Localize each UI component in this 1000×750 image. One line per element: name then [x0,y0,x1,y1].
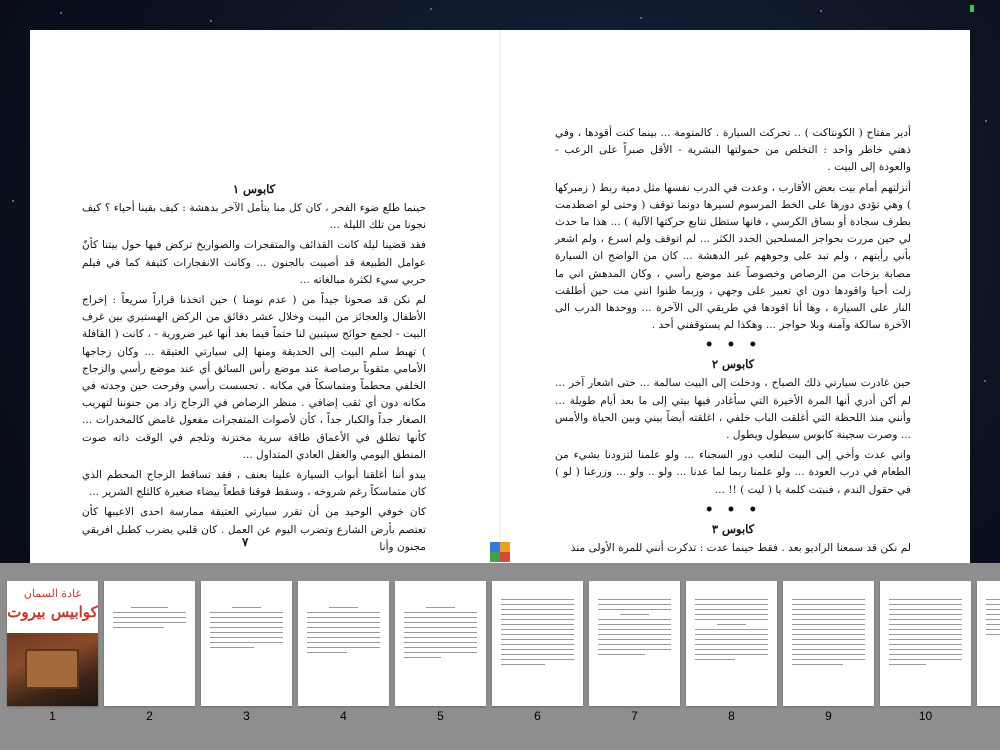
star [985,120,987,122]
cover-title: كوابيس بيروت [7,603,98,621]
thumbnail-page-1[interactable] [7,581,98,706]
paragraph: أدير مفتاح ( الكونتاكت ) .. تحركت السيارة . كالمتومة ... بينما كنت أقودها ، وفي ذهني خاطر واحد : التخلص من حمولتها البشرية - الأقل صبراً على الرعب - والعودة إلى البيت . [555,127,911,174]
paragraph: أنزلتهم أمام بيت بعض الأقارب ، وعدت في الدرب نفسها مثل دمية ربط ( زمبركها ) وهي تؤدي دورها على الخط المرسوم لسيرها دونما توقف ( وحتى لو اصطدمت بطرف سجادة أو بساق الكرسي ، فانها ستظل تتابع حركتها الآلية ) ... هذا ما حدث لي حين مررت بحواجز المسلحين الجدد الكثر ... لم اتوقف ولم اسرع ، ولم اشعر بأني رأيتهم ، ولم تبد على وجوههم غير الدهشة ... كان من الواضح ان السيارة مصابة بزخات من الرصاص وخصوصاً عند موضع رأسي ، وكان المدهش اني ما زلت أحيا واقودها دون اي تعبير على وجهي ، وربما ظنوا انني مت حين أطلقت النار على السيارة ، وها أنا اقودها في طريقي الى الآخرة ... ووحدها الدرب الى الآخرة سالكة وآمنة وبلا حواجز ... وهكذا لم يستوقفني أحد . [555,181,911,332]
cover-author: غادة السمان [23,587,82,600]
page-number: ٧ [242,535,249,549]
paragraph: حين غادرت سيارتي ذلك الصباح ، ودخلت إلى البيت سالمة ... حتى اشعار آخر ... لم أكن أدري أنها المرة الأخيرة التي سأغادر فيها بيتي إلى ما بعد أيام طويلة ... وأنني منذ اللحظة التي أغلقت الباب خلفي ، اغلقته أيضاً بيني وبين الحياة والأمس ... وصرت سجينة كابوس سيطول ويطول . [555,377,911,442]
thumbnail-page-6[interactable] [492,581,583,706]
section-separator: • • • [704,501,762,518]
thumbnail-page-2[interactable] [104,581,195,706]
thumbnail-label: 9 [825,709,832,723]
thumbnail-strip[interactable] [0,563,1000,750]
chapter-heading: كابوس ٢ [711,357,755,372]
paragraph: حينما طلع ضوء الفجر ، كان كل منا يتأمل الآخر بدهشة : كيف بقينا أحياء ؟ كيف نجونا من تلك الليلة ... [82,202,426,232]
right-page [555,125,911,560]
thumbnail-label: 10 [918,709,933,723]
status-indicator [970,5,974,12]
paragraph: يبدو أننا أغلقنا أبواب السيارة علينا بعنف ، فقد تساقط الزجاج المحطم الذي كان متماسكاً رغم شروخه ، وسقط فوقنا قطعاً بيضاء صغيرة كالثلج الشرير ... [82,469,426,499]
thumbnail-page-8[interactable] [686,581,777,706]
paragraph: لم نكن قد صحونا جيداً من ( عدم نومنا ) حين اتخذنا قراراً سريعاً : إخراج الأطفال والعجائز من البيت وخلال عشر دقائق من الركض الهستيري بين غرف البيت - لجمع حوائج سيتبين لنا حتماً فيما بعد أنها غير ضرورية - ، كانت ( القافلة ) تهبط سلم البيت إلى الحديقة ومنها إلى سيارتي العتيقة ... وكان زجاجها الأمامي مثقوباً برصاصة عند موضع رأس السائق أي عند موضع رأسي والزجاج الخلفي محطماً ومتماسكاً في مكانه . تحسست رأسي وفرحت حين وجدته في مكانه دون أي ثقب إضافي . منظر الرصاص في الزجاج زاد من جنوننا لتهريب الصغار جداً والكبار جداً ، كأن لأصوات المتفجرات مفعول غامض كالمخدرات ... كأنها تطلق في الأعماق طاقة سرية مختزنة وتلجم في الوقت ذاته صوت المنطق اليومي والعقل العادي المتداول ... [82,294,426,461]
left-page [82,180,426,559]
cover-chest-illustration [25,649,79,689]
cover-header [7,581,98,633]
thumbnail-label: 1 [49,709,56,723]
app-grid-icon[interactable] [490,542,510,562]
thumbnail-page-3[interactable] [201,581,292,706]
thumbnail-page-5[interactable] [395,581,486,706]
thumbnail-label: 6 [534,709,541,723]
star [820,10,822,12]
star [12,200,14,202]
thumbnail-page-next[interactable] [977,581,1000,706]
thumbnail-page-9[interactable] [783,581,874,706]
thumbnail-page-7[interactable] [589,581,680,706]
star [640,17,642,19]
thumbnail-label: 5 [437,709,444,723]
thumbnail-page-10[interactable] [880,581,971,706]
section-separator: • • • [704,337,762,354]
thumbnail-label: 7 [631,709,638,723]
paragraph: واني عدت وأخي إلى البيت لنلعب دور السجناء ... ولو علمنا لتزودنا بشيء من الطعام في درب العودة ... ولو علمنا ربما لما عدنا ... ولو .. ولو ... وزرعنا ( لو ) في حقول الندم ، فنبتت كلمة يا ( ليت ) !! ... [555,449,911,496]
thumbnail-page-4[interactable] [298,581,389,706]
book-spread [30,30,970,563]
thumbnail-label: 3 [243,709,250,723]
paragraph: كان خوفي الوحيد من أن تقرر سيارتي العتيقة ممارسة احدى الاعيبها كأن تعتصم بأرض الشارع وتضرب اليوم عن العمل . كان قلبي يضرب كطبل افريقي مجنون وأنا [82,506,426,553]
thumbnail-label: 4 [340,709,347,723]
paragraph: فقد قضينا ليلة كانت القذائف والمتفجرات والصواريخ تركض فيها حول بيتنا كأنّ عوامل الطبيعة قد أصيبت بالجنون ... وكانت الانفجارات كثيفة كما في فيلم حربي سيء لكثرة مبالغاته ... [82,239,426,286]
thumbnail-label: 8 [728,709,735,723]
chapter-heading: كابوس ١ [232,182,276,196]
paragraph: لم نكن قد سمعنا الراديو بعد . فقط حينما عدت : تذكرت أنني للمرة الأولى منذ [570,541,911,554]
star [60,12,62,14]
book-gutter [499,30,501,563]
star [210,20,212,22]
thumbnail-label: 2 [146,709,153,723]
chapter-heading: كابوس ٣ [711,521,755,536]
star [984,380,986,382]
star [430,8,432,10]
